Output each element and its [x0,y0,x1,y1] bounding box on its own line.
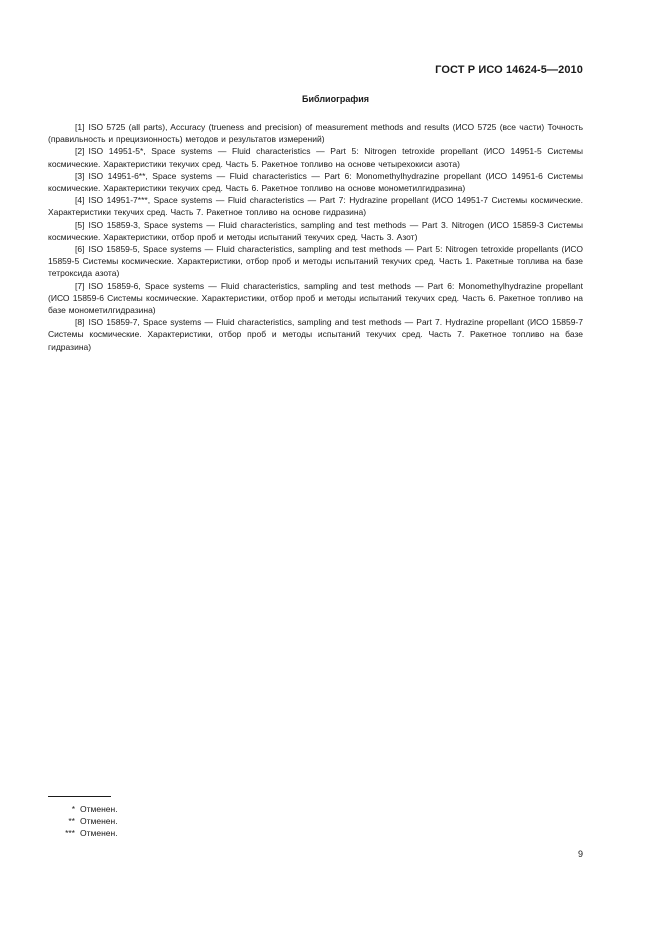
bibliography-entry [48,243,583,280]
footnote [48,827,118,839]
bibliography-entry-text: ISO 14951-5*, Space systems — Fluid characteristics — Part 5: Nitrogen tetroxide propellant (ИСО 14951-5 Системы космические. Характеристики текучих сред. Часть 5. Ракетное топливо на основе четырехокиси азота) [48,146,583,169]
bibliography-entry-number: [3] [75,170,85,181]
bibliography-entry-text: ISO 14951-6**, Space systems — Fluid characteristics — Part 6: Monomethylhydrazine propellant (ИСО 14951-6 Системы космические. Характеристики текучих сред. Часть 6. Ракетное топливо на основе монометилгидразина) [48,170,583,194]
footnote-mark: *** [65,828,75,839]
footnote-text: Отменен. [80,804,118,814]
bibliography-entry-text: ISO 15859-6, Space systems — Fluid characteristics, sampling and test methods — Part 6: Monomethylhydrazine propellant (ИСО 15859-6 Системы космические. Характеристики, отбор проб и методы испытаний текучих сред. Часть 6. Ракетное топливо на базе монометилгидразина) [48,280,583,316]
bibliography-entry-number: [5] [75,219,85,230]
footnote [48,815,118,827]
document-number-header: ГОСТ Р ИСО 14624-5—2010 [435,64,583,76]
bibliography-entry-text: ISO 14951-7***, Space systems — Fluid characteristics — Part 7: Hydrazine propellant (ИСО 14951-7 Системы космические. Характеристики текучих сред. Часть 7. Ракетное топливо на основе гидразина) [48,195,583,218]
page-number: 9 [577,849,583,859]
bibliography-entry-text: ISO 15859-3, Space systems — Fluid characteristics, sampling and test methods — Part 3. Nitrogen (ИСО 15859-3 Системы космические. Характеристики, отбор проб и методы испытаний текучих сред. Часть 3. Азот) [48,219,583,242]
footnote-divider [48,796,111,797]
footnote-text: Отменен. [80,828,118,839]
footnote-text: Отменен. [80,816,118,827]
section-title: Библиография [302,94,369,104]
bibliography-entry-number: [7] [75,280,85,291]
bibliography-entry-text: ISO 15859-5, Space systems — Fluid characteristics, sampling and test methods — Part 5: Nitrogen tetroxide propellants (ИСО 15859-5 Системы космические. Характеристики, отбор проб и методы испытаний текучих сред. Часть 1. Ракетные топлива на базе тетроксида азота) [48,244,583,279]
bibliography-entry [48,316,583,353]
bibliography-entry-number: [1] [75,122,85,132]
bibliography-entry-number: [6] [75,244,85,255]
bibliography-entry [48,280,583,317]
bibliography-entry [48,194,583,218]
bibliography-entry-text: ISO 15859-7, Space systems — Fluid characteristics, sampling and test methods — Part 7. Hydrazine propellant (ИСО 15859-7 Системы космические. Характеристики, отбор проб и методы испытаний текучих сред. Часть 7. Ракетное топливо на базе гидразина) [48,317,583,352]
bibliography-entry [48,170,583,194]
bibliography-entry [48,219,583,243]
bibliography-entry [48,121,583,145]
footnote [48,803,118,815]
footnote-mark: * [71,804,75,814]
footnotes [48,803,118,840]
bibliography-entry [48,145,583,169]
bibliography-list [48,121,583,353]
footnote-mark: ** [68,816,75,827]
bibliography-entry-text: ISO 5725 (all parts), Accuracy (trueness and precision) of measurement methods and results (ИСО 5725 (все части) Точность (правильность и прецизионность) методов и результатов измерений) [48,122,583,145]
bibliography-entry-number: [8] [75,317,85,328]
bibliography-entry-number: [4] [75,195,85,206]
bibliography-entry-number: [2] [75,146,85,157]
